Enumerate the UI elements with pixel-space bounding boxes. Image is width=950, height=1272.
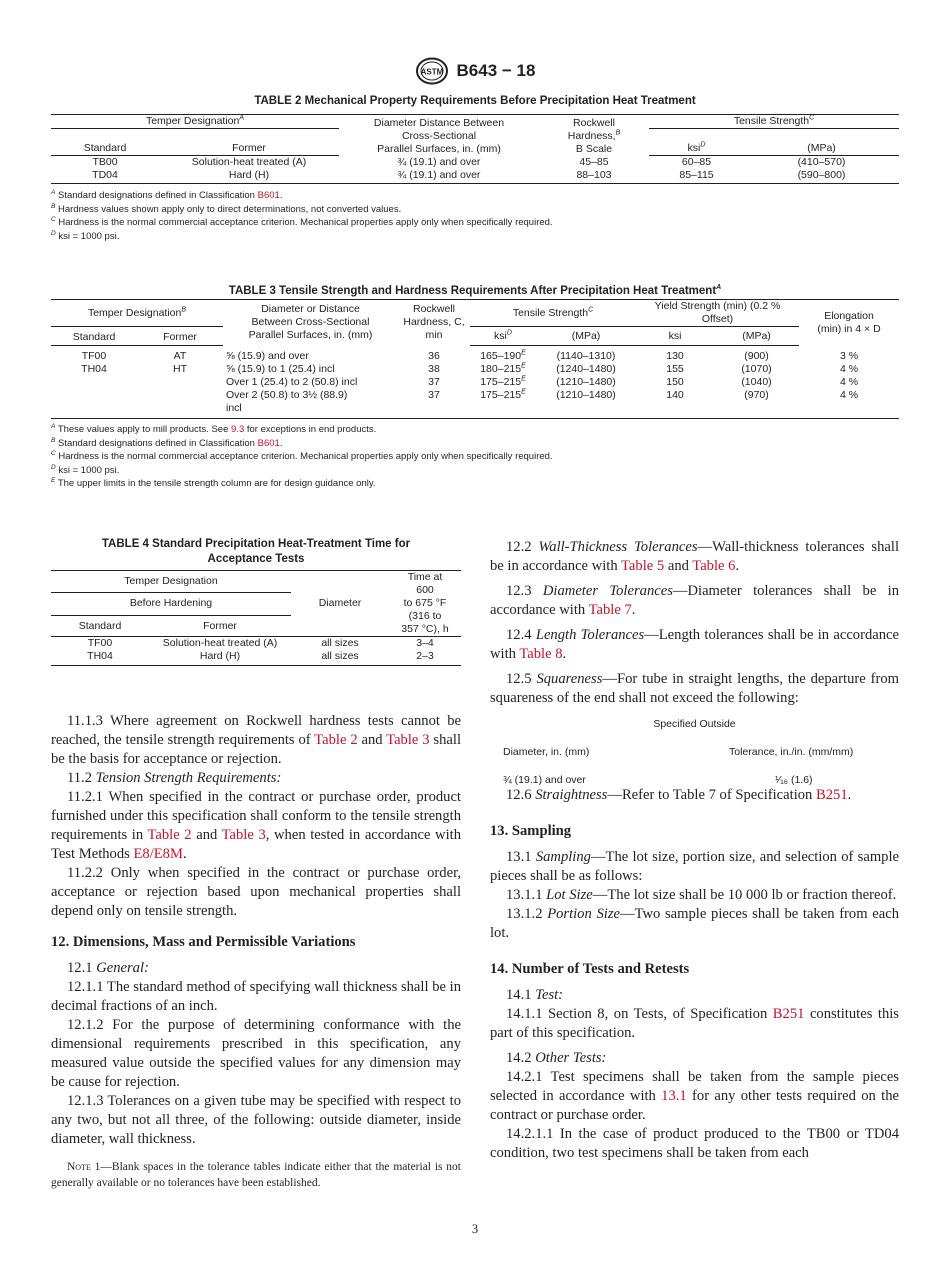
t3-header-ksi2: ksi [636, 327, 714, 346]
section-13-heading: 13. Sampling [490, 823, 572, 839]
para-11-1-3: 11.1.3 Where agreement on Rockwell hardness tests cannot be reached, the tensile strength requirements of Table 2 and Table 3 shall be the basis for acceptance or rejection. [51, 713, 461, 767]
t3-header-ksi: ksi$^D$ [470, 327, 536, 346]
t4-header-before-hardening: Before Hardening [51, 593, 291, 615]
sq-header-specified: Specified Outside [653, 718, 736, 730]
link-b251[interactable]: B251 [816, 787, 848, 803]
t2-header-rockwell: Rockwell Hardness,$^B$ B Scale [539, 115, 649, 156]
para-12-6: 12.6 Straightness—Refer to Table 7 of Specification B251. [506, 787, 852, 803]
para-14-1-1: 14.1.1 Section 8, on Tests, of Specification B251 constitutes this part of this specification. [490, 1006, 899, 1041]
right-column [490, 538, 899, 1163]
para-12-1-2: 12.1.2 For the purpose of determining conformance with the dimensional requirements prescribed in this specification, any measured value outside the specified values for any dimension may be cause for rejection. [51, 1017, 461, 1090]
t3-header-mpa2: (MPa) [714, 327, 799, 346]
t3-header-rockwell: Rockwell Hardness, C, min [398, 300, 470, 346]
link-table-2[interactable]: Table 2 [314, 732, 358, 748]
t4-header-standard: Standard [51, 615, 149, 636]
link-b601[interactable]: B601 [257, 190, 280, 201]
link-b601[interactable]: B601 [257, 437, 280, 449]
para-14-2-1: 14.2.1 Test specimens shall be taken from the sample pieces selected in accordance with 13.1 for any other tests required on the contract or purchase order. [490, 1069, 899, 1123]
link-section-13-1[interactable]: 13.1 [661, 1088, 687, 1104]
table-row: Over 2 (50.8) to 3½ (88.9) incl 37 $175-215^E$ (1210–1480) 140 (970) 4 % [226, 388, 859, 414]
table-row: TF00 AT ⅝ (15.9) and over 36 $165-190^E$ (1140–1310) 130 (900) 3 % [81, 349, 859, 362]
t2-header-mpa: (MPa) [744, 129, 899, 156]
para-12-1: 12.1 General: [67, 960, 149, 976]
link-table-7[interactable]: Table 7 [588, 602, 632, 618]
table-3-grid [51, 299, 899, 418]
table-4-caption: TABLE 4 Standard Precipitation Heat-Treatment Time for Acceptance Tests [101, 538, 411, 565]
para-12-4: 12.4 Length Tolerances—Length tolerances shall be in accordance with Table 8. [490, 627, 899, 662]
left-column [51, 712, 461, 1191]
para-12-1-3: 12.1.3 Tolerances on a given tube may be specified with respect to any two, but not all three, of the following: outside diameter, inside diameter, wall thickness. [51, 1093, 461, 1147]
t4-header-temper: Temper Designation [51, 571, 291, 593]
t3-header-mpa: (MPa) [536, 327, 636, 346]
section-12-heading: 12. Dimensions, Mass and Permissible Variations [51, 934, 356, 950]
t4-header-time: Time at 600 to 675 °F (316 to 357 °C), h [389, 571, 461, 637]
link-e8-e8m[interactable]: E8/E8M [133, 846, 183, 862]
page-number: 3 [471, 1222, 479, 1236]
document-designation: B643 − 18 [456, 61, 536, 80]
sq-row-tolerance: ¹⁄₁₆ (1.6) [775, 774, 813, 786]
link-table-5[interactable]: Table 5 [621, 558, 665, 574]
para-12-2: 12.2 Wall-Thickness Tolerances—Wall-thickness tolerances shall be in accordance with Table 5 and Table 6. [490, 539, 899, 574]
link-section-9-3[interactable]: 9.3 [231, 424, 245, 435]
para-13-1-1: 13.1.1 Lot Size—The lot size shall be 10 000 lb or fraction thereof. [506, 887, 897, 903]
t2-header-diameter: Diameter Distance Between Cross-Sectional Parallel Surfaces, in. (mm) [339, 115, 539, 156]
t3-header-former: Former [137, 327, 223, 346]
t4-header-diameter: Diameter [291, 571, 389, 637]
t2-header-temper: Temper Designation$^A$ [51, 115, 339, 129]
svg-text:ASTM: ASTM [420, 67, 443, 77]
table-4 [51, 537, 461, 666]
link-b251[interactable]: B251 [772, 1006, 805, 1022]
note-1: Note 1—Blank spaces in the tolerance tables indicate either that the material is not generally available or no tolerances have been established. [51, 1161, 461, 1189]
t2-header-standard: Standard [51, 129, 159, 156]
t3-header-tensile: Tensile Strength$^C$ [470, 300, 636, 327]
para-14-2: 14.2 Other Tests: [506, 1050, 607, 1066]
para-12-5: 12.5 Squareness—For tube in straight lengths, the departure from squareness of the end shall not exceed the following: [490, 671, 899, 706]
table-3 [51, 285, 899, 491]
link-table-2[interactable]: Table 2 [147, 827, 192, 843]
sq-header-diameter: Diameter, in. (mm) [503, 746, 590, 758]
link-table-3[interactable]: Table 3 [221, 827, 266, 843]
para-11-2-1: 11.2.1 When specified in the contract or purchase order, product furnished under this specification shall conform to the tensile strength requirements in Table 2 and Table 3, when tested in accordance with Test Methods E8/E8M. [51, 789, 461, 862]
table-row: TD04 Hard (H) ¾ (19.1) and over 88–103 85–115 (590–800) [92, 169, 846, 181]
table-row: TH04 HT ⅝ (15.9) to 1 (25.4) incl 38 $180-215^E$ (1240–1480) 155 (1070) 4 % [81, 362, 859, 375]
section-14-heading: 14. Number of Tests and Retests [490, 961, 690, 977]
link-table-8[interactable]: Table 8 [519, 646, 563, 662]
squareness-table [490, 710, 899, 786]
page-header [0, 57, 950, 85]
t4-header-former: Former [149, 615, 291, 636]
t3-header-elongation: Elongation (min) in 4 × D [799, 300, 899, 346]
t3-header-temper: Temper Designation$^B$ [51, 300, 223, 327]
t3-header-diameter: Diameter or Distance Between Cross-Sectional Parallel Surfaces, in. (mm) [223, 300, 398, 346]
t3-header-yield: Yield Strength (min) (0.2 % Offset) [636, 300, 799, 327]
table-row: TH04 Hard (H) all sizes 2–3 [87, 650, 434, 662]
link-table-6[interactable]: Table 6 [692, 558, 736, 574]
sq-row-diameter: ¾ (19.1) and over [503, 774, 586, 786]
para-12-3: 12.3 Diameter Tolerances—Diameter tolerances shall be in accordance with Table 7. [490, 583, 899, 618]
para-13-1: 13.1 Sampling—The lot size, portion size, and selection of sample pieces shall be as follows: [490, 849, 899, 884]
table-2-caption: TABLE 2 Mechanical Property Requirements Before Precipitation Heat Treatment [254, 95, 696, 107]
sq-header-tolerance: Tolerance, in./in. (mm/mm) [729, 746, 854, 758]
para-12-1-1: 12.1.1 The standard method of specifying wall thickness shall be in decimal fractions of an inch. [51, 979, 461, 1014]
table-3-caption: TABLE 3 Tensile Strength and Hardness Requirements After Precipitation Heat Treatment$^A$ [228, 284, 722, 297]
astm-logo-icon [415, 57, 449, 85]
table-2-grid [51, 114, 899, 182]
table-row: TB00 Solution-heat treated (A) ¾ (19.1) and over 45–85 60–85 (410–570) [92, 155, 846, 168]
table-row: TF00 Solution-heat treated (A) all sizes 3–4 [87, 637, 434, 649]
table-row: Over 1 (25.4) to 2 (50.8) incl 37 $175-215^E$ (1210–1480) 150 (1040) 4 % [226, 375, 859, 388]
t3-header-standard: Standard [51, 327, 137, 346]
para-14-2-1-1: 14.2.1.1 In the case of product produced to the TB00 or TD04 condition, two test specimens shall be taken from each [490, 1126, 899, 1161]
para-13-1-2: 13.1.2 Portion Size—Two sample pieces shall be taken from each lot. [490, 906, 899, 941]
para-14-1: 14.1 Test: [506, 987, 564, 1003]
para-11-2: 11.2 Tension Strength Requirements: [67, 770, 282, 786]
table-3-footnotes: $^A$ These values apply to mill products. See 9.3 for exceptions in end products. $^B$ Standard designations defined in Classification B601. $^C$ Hardness is the normal commercial acceptance criterion. Mechanical properties apply only when specifically required. $^D$ ksi = 1000 psi. $^E$ The upper limits in the tensile strength column are for design guidance only. [51, 422, 553, 489]
table-4-grid [51, 570, 461, 663]
t2-header-tensile: Tensile Strength$^C$ [649, 115, 899, 129]
para-11-2-2: 11.2.2 Only when specified in the contract or purchase order, acceptance or rejection based upon mechanical properties shall depend only on tensile strength. [51, 865, 461, 919]
t2-header-former: Former [159, 129, 339, 156]
table-2 [51, 95, 899, 243]
table-2-footnotes: $^A$ Standard designations defined in Classification B601. $^B$ Hardness values shown apply only to direct determinations, not converted values. $^C$ Hardness is the normal commercial acceptance criterion. Mechanical properties apply only when specifically required. $^D$ ksi = 1000 psi. [51, 188, 553, 242]
link-table-3[interactable]: Table 3 [386, 732, 430, 748]
t2-header-ksi: ksi$^D$ [649, 129, 744, 156]
